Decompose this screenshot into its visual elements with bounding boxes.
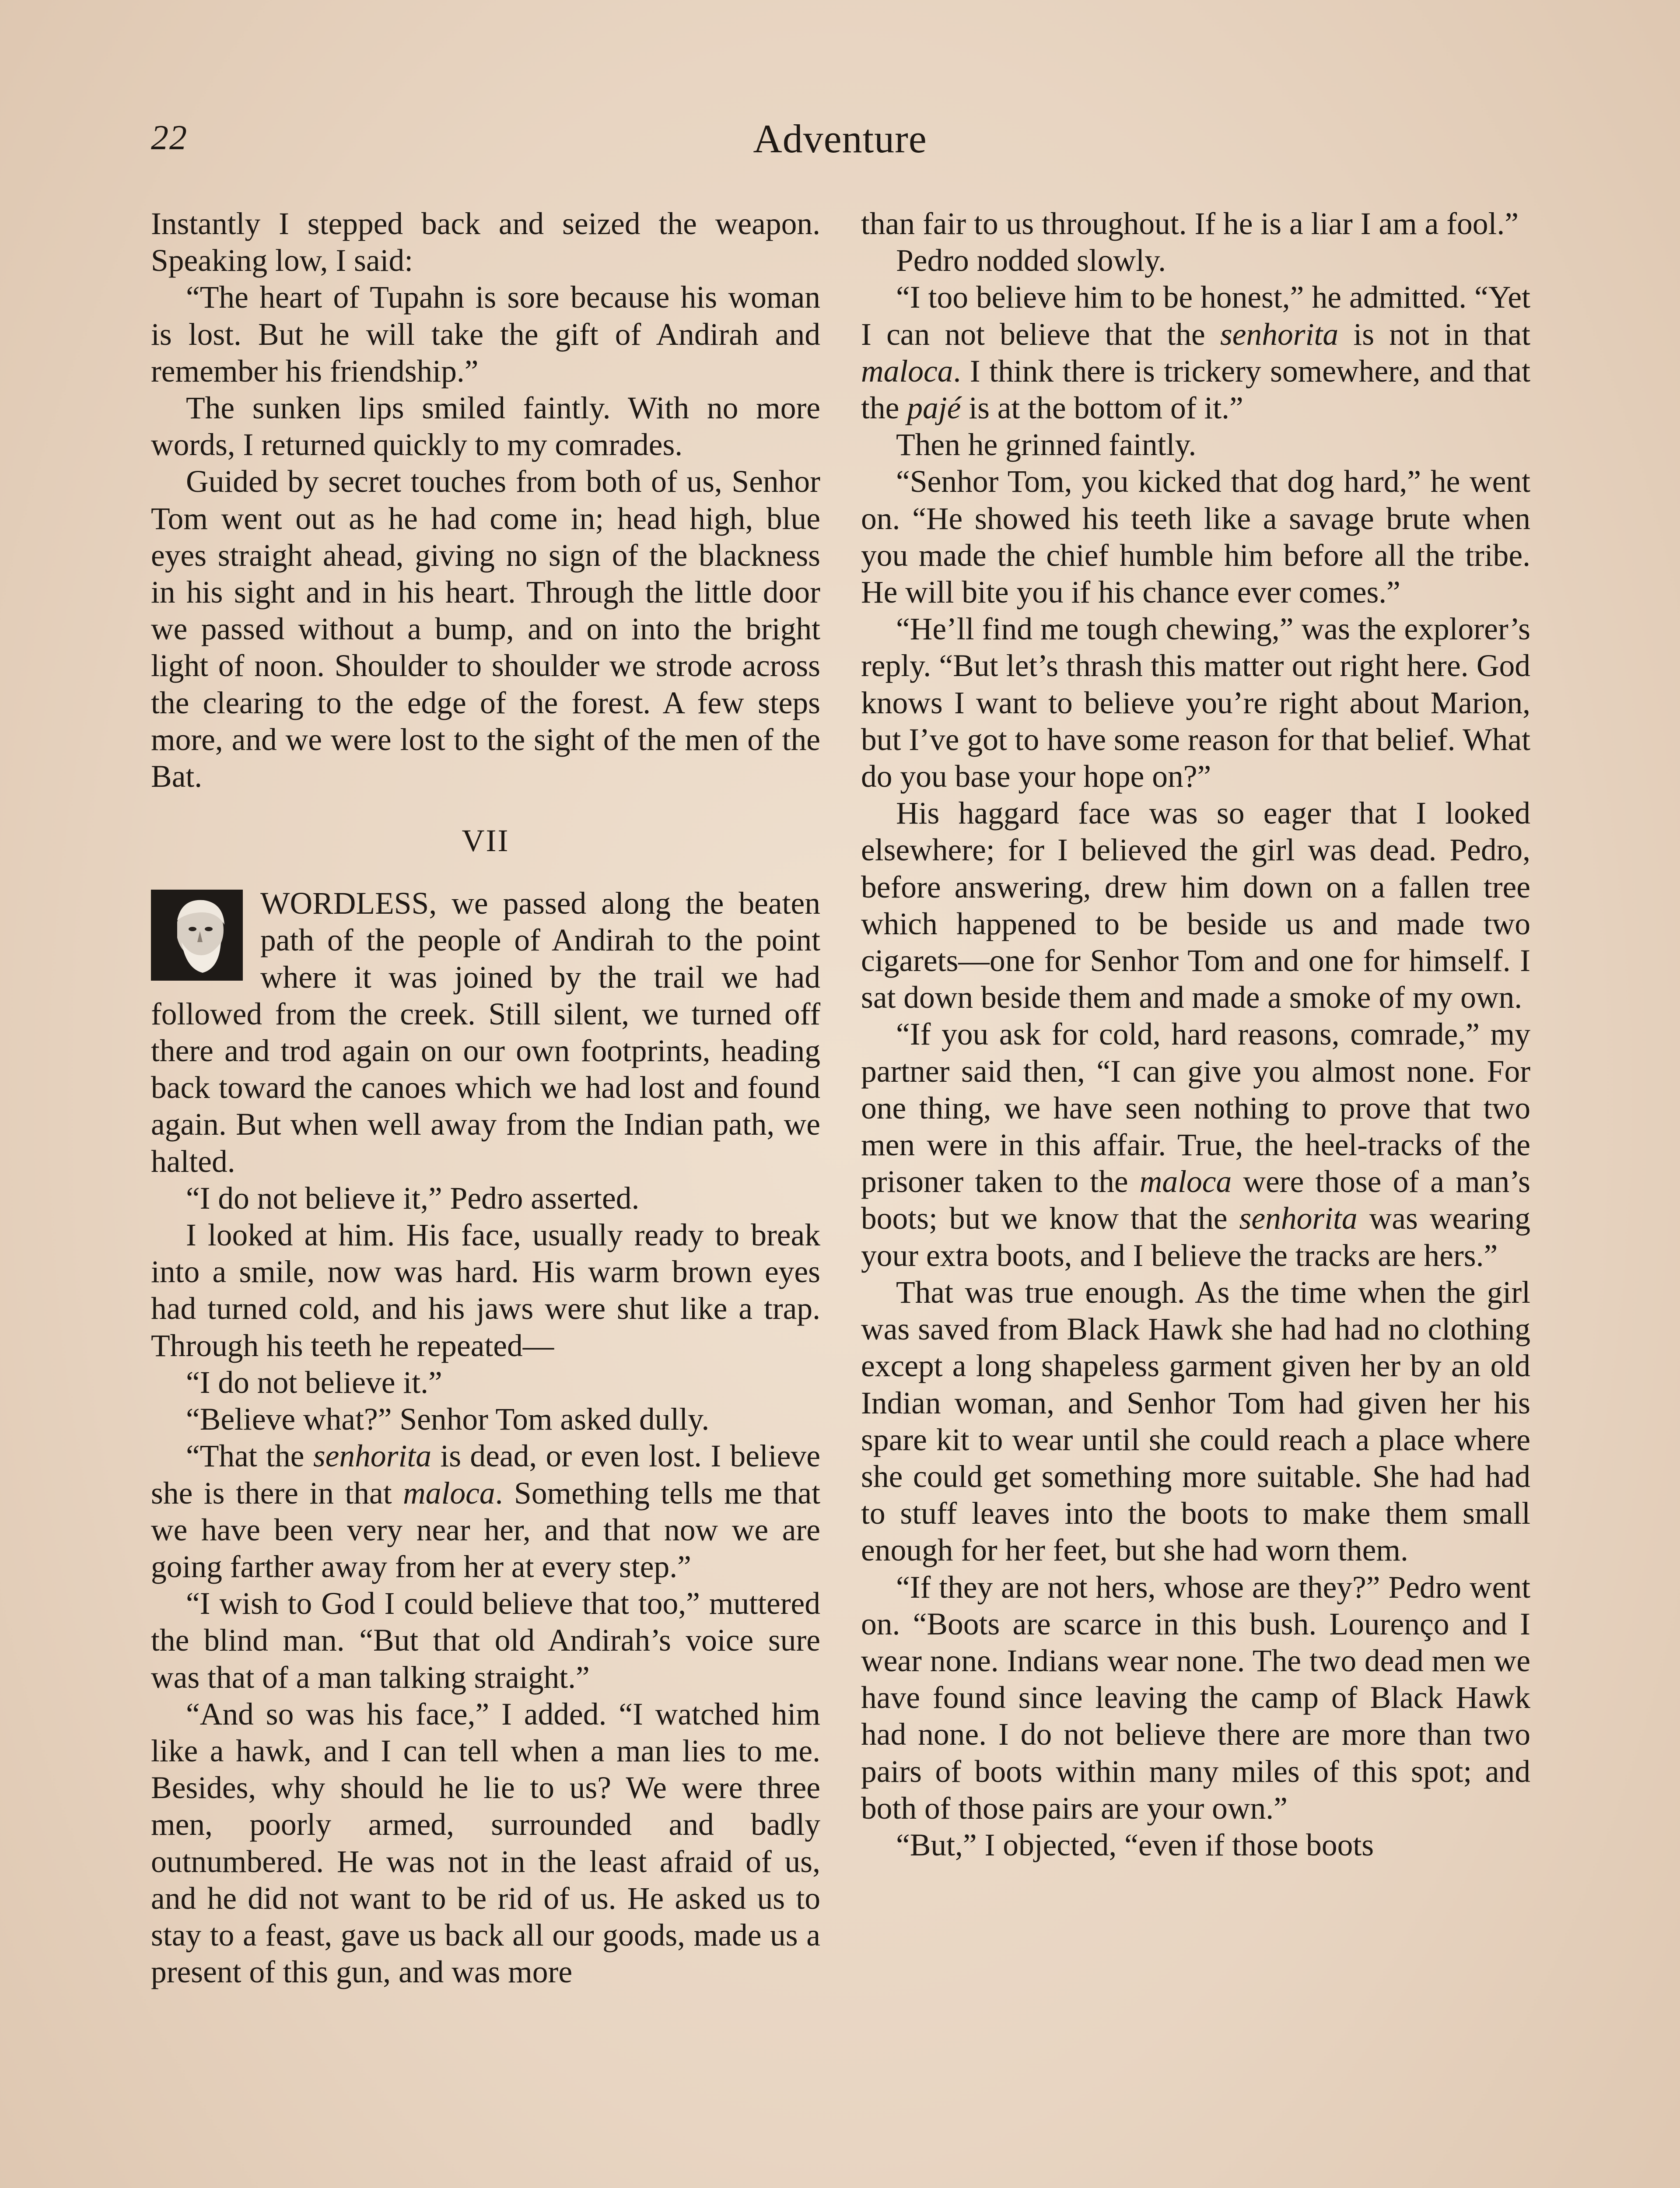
paragraph: Guided by secret touches from both of us, Senhor Tom went out as he had come in; head high, blue eyes straight ahead, giving no sign of the blackness in his sight and in his heart. Through the little door we passed without a bump, and on into the bright light of noon. Shoulder to shoulder we strode across the clearing to the edge of the forest. A few steps more, and we were lost to the sight of the men of the Bat.	[151, 464, 820, 794]
paragraph: That was true enough. As the time when the girl was saved from Black Hawk she had had no clothing except a long shapeless garment given her by an old Indian woman, and Senhor Tom had given her his spare kit to wear until she could reach a place where she could get something more suitable. She had had to stuff leaves into the boots to make them small enough for her feet, but she had worn them.	[861, 1275, 1530, 1568]
running-head	[151, 109, 1529, 162]
paragraph: I looked at him. His face, usually ready to break into a smile, now was hard. His warm brown eyes had turned cold, and his jaws were shut like a trap. Through his teeth he repeated—	[151, 1218, 820, 1363]
left-column	[151, 206, 820, 1991]
paragraph: WORDLESS, we passed along the beaten path of the people of Andirah to the point where it was joined by the trail we had followed from the creek. Still silent, we turned off there and trod again on our own footprints, heading back toward the canoes which we had lost and found again. But when well away from the Indian path, we halted.	[151, 886, 820, 1179]
paragraph: “If they are not hers, whose are they?” Pedro went on. “Boots are scarce in this bush. Lourenço and I wear none. Indians wear none. The two dead men we have found since leaving the camp of Black Hawk had none. I do not believe there are more than two pairs of boots within many miles of this spot; and both of those pairs are your own.”	[861, 1570, 1530, 1826]
paragraph: “He’ll find me tough chewing,” was the explorer’s reply. “But let’s thrash this matter out right here. God knows I want to believe you’re right about Marion, but I’ve got to have some reason for that belief. What do you base your hope on?”	[861, 612, 1530, 794]
page-number: 22	[151, 119, 188, 157]
section-number: VII	[462, 823, 510, 859]
chapter-opening	[151, 885, 820, 1180]
paragraph: “If you ask for cold, hard reasons, comrade,” my partner said then, “I can give you almost none. For one thing, we have seen nothing to prove that two men were in this affair. True, the heel-tracks of the prisoner taken to the maloca were those of a man’s boots; but we know that the senhorita was wearing your extra boots, and I believe the tracks are hers.”	[861, 1017, 1530, 1273]
paragraph: Then he grinned faintly.	[896, 428, 1197, 463]
paragraph: “I wish to God I could believe that too,” muttered the blind man. “But that old Andirah’s voice sure was that of a man talking straight.”	[151, 1586, 820, 1695]
right-column	[861, 206, 1530, 1864]
woodcut-portrait-icon	[151, 890, 243, 981]
paragraph: Instantly I stepped back and seized the weapon. Speaking low, I said:	[151, 207, 820, 278]
paragraph: “But,” I objected, “even if those boots	[896, 1827, 1374, 1862]
paragraph: “I do not believe it,” Pedro asserted.	[186, 1181, 640, 1216]
paragraph: Pedro nodded slowly.	[896, 243, 1166, 278]
paragraph: His haggard face was so eager that I looked elsewhere; for I believed the girl was dead. Pedro, before answering, drew him down on a fallen tree which happened to be beside us and made two cigarets—one for Senhor Tom and one for himself. I sat down beside them and made a smoke of my own.	[861, 796, 1530, 1015]
paragraph: “Senhor Tom, you kicked that dog hard,” he went on. “He showed his teeth like a savage brute when you made the chief humble him before all the tribe. He will bite you if his chance ever comes.”	[861, 464, 1530, 610]
running-title: Adventure	[753, 116, 927, 161]
paragraph: “That the senhorita is dead, or even lost. I believe she is there in that maloca. Something tells me that we have been very near her, and that now we are going farther away from her at every step.”	[151, 1439, 820, 1584]
paragraph: “The heart of Tupahn is sore because his woman is lost. But he will take the gift of Andirah and remember his friendship.”	[151, 280, 820, 389]
paragraph: “I too believe him to be honest,” he admitted. “Yet I can not believe that the senhorita is not in that maloca. I think there is trickery somewhere, and that the pajé is at the bottom of it.”	[861, 280, 1530, 426]
paragraph: “I do not believe it.”	[186, 1365, 442, 1400]
paragraph: The sunken lips smiled faintly. With no more words, I returned quickly to my comrades.	[151, 391, 820, 463]
paragraph: than fair to us throughout. If he is a liar I am a fool.”	[861, 207, 1519, 241]
paragraph: “And so was his face,” I added. “I watched him like a hawk, and I can tell when a man lies to me. Besides, why should he lie to us? We were three men, poorly armed, surrounded and badly outnumbered. He was not in the least afraid of us, and he did not want to be rid of us. He asked us to stay to a feast, gave us back all our goods, made us a present of this gun, and was more	[151, 1697, 820, 1990]
paragraph: “Believe what?” Senhor Tom asked dully.	[186, 1402, 710, 1437]
